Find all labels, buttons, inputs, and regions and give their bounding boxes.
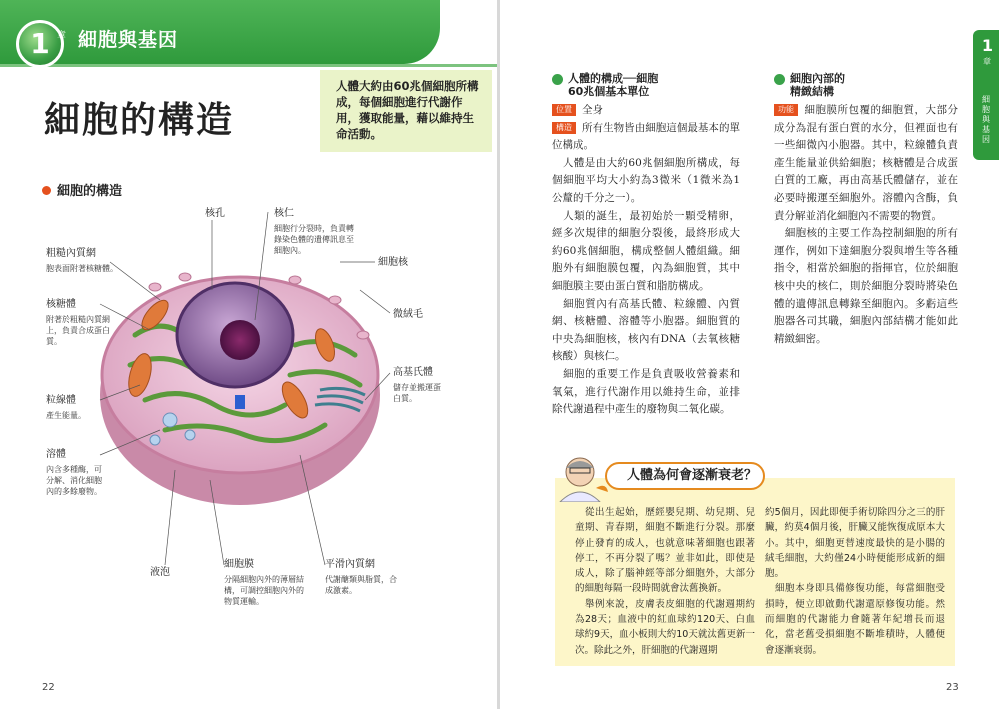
label-nucleus: 細胞核 bbox=[378, 257, 408, 268]
col1-para-3: 細胞質內有高基氏體、粒線體、內質網、核糖體、溶體等小胞器。細胞質的中央為細胞核，核內有DNA（去氧核糖核酸）與核仁。 bbox=[552, 297, 740, 363]
col1-para-1: 人體是由大約60兆個細胞所構成，每個細胞平均大小約為3微米（1微米為1公釐的千分之一）。 bbox=[552, 156, 740, 204]
side-chapter-sub: 章 bbox=[983, 57, 991, 66]
col1-para-4: 細胞的重要工作是負責吸收營養素和氧氣，進行代謝作用以維持生命，並排除代謝過程中產生的廢物與二氧化碳。 bbox=[552, 367, 740, 416]
sidebar-text-left: 從出生起始，歷經嬰兒期、幼兒期、兒童期、青春期，細胞不斷進行分裂。那麼停止發育的成人，也就意味著細胞也跟著停工，不再分裂了嗎？並非如此，即使是成人，除了腦神經等部分細胞外，大部分的細胞每隔一段時間就會汰舊換新。 舉例來說，皮膚表皮細胞的代謝週期約為28天；血液中的紅血球約120天、白血球約9天，血小板則大約10天就汰舊更新一次。除此之外，肝細胞的代謝週期 bbox=[575, 507, 755, 656]
label-golgi: 高基氏體 儲存並搬運蛋白質。 bbox=[393, 367, 441, 403]
sidebar-text-right: 約5個月，因此即便手術切除四分之三的肝臟，約莫4個月後，肝臟又能恢復成原本大小。其中，細胞更替速度最快的是小腸的絨毛細胞，大約僅24小時便能形成新的細胞。 細胞本身即具備修復功能，每當細胞受損時，便立即啟動代謝還原修復功能。然而細胞的代謝能力會隨著年紀增長而退化，當老舊受損細胞不斷堆積時，人體便會逐漸衰弱。 bbox=[765, 507, 945, 656]
col2-para-2: 細胞核的主要工作為控制細胞的所有運作，例如下達細胞分裂與增生等各種指令，相當於細胞的指揮官，位於細胞核中央的核仁，則於細胞分裂時將染色體的遺傳訊息轉錄至細胞內。多虧這些胞器各司其職，細胞內部結構才能如此精緻細密。 bbox=[774, 227, 958, 345]
col2-para-1: 功能 細胞膜所包覆的細胞質，大部分成分為混有蛋白質的水分，但裡面也有一些細微內小胞器。其中，粒線體負責產生能量並供給細胞；核糖體是合成蛋白質的工廠，再由高基氏體儲存，並在必要時搬運至細胞外。溶體內含酶，負責分解並消化細胞內不需要的物質。 bbox=[774, 104, 958, 222]
label-cell-membrane: 細胞膜 分隔細胞內外的薄層結構，可調控細胞內外的物質運輸。 bbox=[224, 559, 304, 606]
col1-para-2: 人類的誕生，最初始於一顆受精卵，經多次規律的細胞分裂後，最終形成大約60兆個細胞，構成整個人體組織。細胞外有細胞膜包覆，內為細胞質，其中細胞膜主要由蛋白質和脂肪構成。 bbox=[552, 209, 740, 292]
col1-body bbox=[552, 102, 740, 419]
leader-lines bbox=[0, 0, 497, 709]
label-smooth-er: 平滑內質網 代謝醣類與脂質，合成激素。 bbox=[325, 559, 397, 595]
page-title: 細胞的構造 bbox=[44, 100, 235, 141]
side-chapter-text: 細胞與基因 bbox=[982, 95, 990, 144]
heading-dot-icon bbox=[774, 74, 785, 85]
sidebar-title: 人體為何會逐漸衰老？ bbox=[605, 462, 765, 490]
label-mitochondria: 粒線體 產生能量。 bbox=[46, 395, 86, 420]
label-ribosome: 核糖體 附著於粗糙內質網上，負責合成蛋白質。 bbox=[46, 299, 110, 346]
page-number-right: 23 bbox=[946, 682, 959, 693]
heading-dot-icon bbox=[552, 74, 563, 85]
side-chapter-num: 1 bbox=[981, 36, 993, 55]
label-nuclear-pore: 核孔 bbox=[205, 208, 225, 219]
label-microvilli: 微絨毛 bbox=[393, 309, 423, 320]
col2-body bbox=[774, 102, 958, 348]
left-page bbox=[0, 0, 497, 709]
label-vacuole: 液泡 bbox=[150, 567, 170, 578]
col1-heading: 人體的構成──細胞 60兆個基本單位 bbox=[552, 72, 658, 98]
intro-box: 人體大約由60兆個細胞所構成，每個細胞進行代謝作用，獲取能量，藉以維持生命活動。 bbox=[320, 70, 492, 152]
chapter-badge: 1 bbox=[16, 20, 64, 68]
label-nucleolus: 核仁 細胞行分裂時，負責轉錄染色體的遺傳訊息至細胞內。 bbox=[274, 208, 354, 255]
col2-heading: 細胞內部的 精緻結構 bbox=[774, 72, 845, 98]
section-heading: 細胞的構造 bbox=[42, 180, 122, 199]
chapter-badge-sub: 章 bbox=[56, 31, 66, 41]
col1-tag-position: 位置 全身 bbox=[552, 102, 740, 120]
page-number-left: 22 bbox=[42, 682, 55, 693]
label-rough-er: 粗糙內質網 胞表面附著核糖體。 bbox=[46, 248, 118, 273]
doctor-icon bbox=[552, 452, 612, 502]
label-lysosome: 溶體 內含多種酶，可分解、消化細胞內的多餘廢物。 bbox=[46, 449, 102, 496]
col1-tag-structure: 構造 所有生物皆由細胞這個最基本的單位構成。 bbox=[552, 121, 740, 152]
chapter-title: 細胞與基因 bbox=[78, 29, 179, 51]
